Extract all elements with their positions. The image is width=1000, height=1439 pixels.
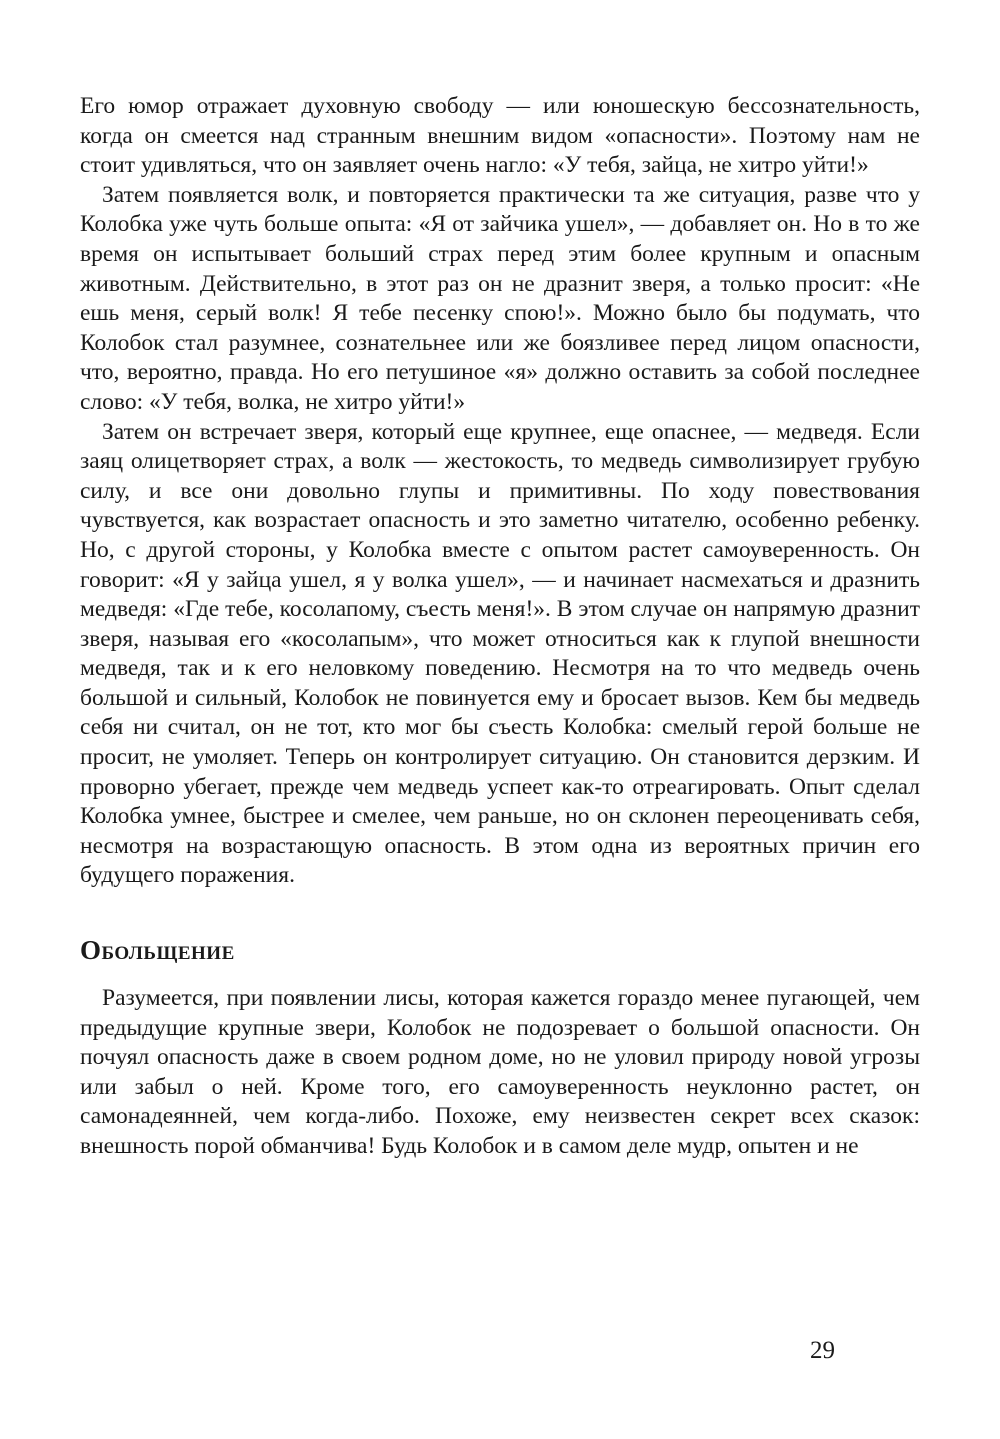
page-number: 29 [810, 1337, 835, 1364]
paragraph-humor: Его юмор отражает духовную свободу — или юношескую бессознательность, когда он смеется над странным внешним видом «опасности». Поэтому нам не стоит удивляться, что он заявляет очень нагло: «У тебя, зайца, не хитро уйти!» [80, 93, 920, 179]
paragraph-fox: Разумеется, при появлении лисы, которая кажется гораздо менее пугающей, чем предыдущие крупные звери, Колобок не подозревает о большой опасности. Он почуял опасность даже в своем родном доме, но не уловил природу новой угрозы или забыл о ней. Кроме того, его самоуверенность неуклонно растет, он самонадеянней, чем когда-либо. Похоже, ему неизвестен секрет всех сказок: внешность порой обманчива! Будь Колобок и в самом деле мудр, опытен и не [80, 985, 920, 1159]
page-body [80, 92, 920, 1162]
paragraph-bear: Затем он встречает зверя, который еще крупнее, еще опаснее, — медведя. Если заяц олицетворяет страх, а волк — жестокость, то медведь символизирует грубую силу, и все они довольно глупы и примитивны. По ходу повествования чувствуется, как возрастает опасность и это заметно читателю, особенно ребенку. Но, с другой стороны, у Колобка вместе с опытом растет самоуверенность. Он говорит: «Я у зайца ушел, я у волка ушел», — и начинает насмехаться и дразнить медведя: «Где тебе, косолапому, съесть меня!». В этом случае он напрямую дразнит зверя, называя его «косолапым», что может относиться как к глупой внешности медведя, так и к его неловкому поведению. Несмотря на то что медведь очень большой и сильный, Колобок не повинуется ему и бросает вызов. Кем бы медведь себя ни считал, он не тот, кто мог бы съесть Колобка: смелый герой больше не просит, не умоляет. Теперь он контролирует ситуацию. Он становится дерзким. И проворно убегает, прежде чем медведь успеет как-то отреагировать. Опыт сделал Колобка умнее, быстрее и смелее, чем раньше, но он склонен переоценивать себя, несмотря на возрастающую опасность. В этом одна из вероятных причин его будущего поражения. [80, 418, 920, 889]
section-heading: Обольщение [80, 935, 235, 966]
paragraph-wolf: Затем появляется волк, и повторяется практически та же ситуация, разве что у Колобка уже чуть больше опыта: «Я от зайчика ушел», — добавляет он. Но в то же время он испытывает больший страх перед этим более крупным и опасным животным. Действительно, в этот раз он не дразнит зверя, а только просит: «Не ешь меня, серый волк! Я тебе песенку спою!». Можно было бы подумать, что Колобок стал разумнее, сознательнее или же боязливее перед лицом опасности, что, вероятно, правда. Но его петушиное «я» должно оставить за собой последнее слово: «У тебя, волка, не хитро уйти!» [80, 181, 920, 415]
